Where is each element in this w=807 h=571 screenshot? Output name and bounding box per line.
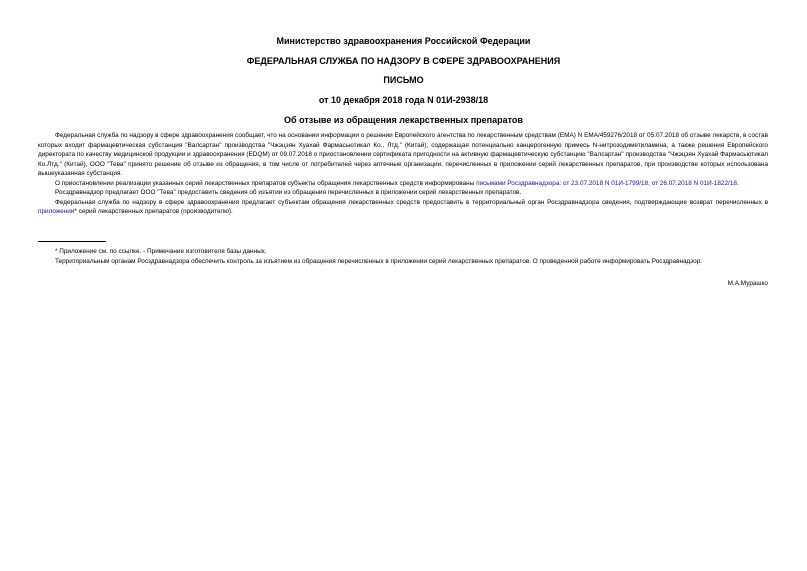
paragraph-2 [38, 179, 768, 189]
paragraph-3: Росздравнадзор предлагает ООО "Тева" предоставить сведения об изъятии из обращения перечисленных в приложении серий лекарственных препаратов. [55, 189, 522, 196]
document-body [38, 131, 768, 217]
paragraph-4-suffix: * серий лекарственных препаратов (производителю). [74, 208, 233, 215]
service-name: ФЕДЕРАЛЬНАЯ СЛУЖБА ПО НАДЗОРУ В СФЕРЕ ЗДРАВООХРАНЕНИЯ [246, 56, 561, 66]
appendix-link[interactable]: приложении [38, 208, 75, 215]
document-type: ПИСЬМО [383, 75, 424, 85]
paragraph-4 [38, 198, 768, 217]
footnote-note: * Приложение см. по ссылке. - Примечание изготовителя базы данных. [55, 248, 267, 255]
paragraph-5: Территориальным органам Росздравнадзора обеспечить контроль за изъятием из обращения перечисленных в приложении серий лекарственных препаратов. О проведенной работе информировать Росздравнадзор. [55, 257, 703, 265]
document-date-number: от 10 декабря 2018 года N 01И-2938/18 [318, 95, 489, 105]
letters-link[interactable]: письмами Росздравнадзора: от 23.07.2018 N 01И-1799/18, от 26.07.2018 N 01И-1822/18 [476, 179, 737, 187]
footnote-divider [38, 241, 106, 242]
paragraph-2-prefix: О приостановлении реализации указанных серий лекарственных препаратов субъекты обращения лекарственных средств информированы [55, 179, 477, 187]
paragraph-1: Федеральная служба по надзору в сфере здравоохранения сообщает, что на основании информации о решении Европейского агентства по лекарственным средствам (EMA) N EMA/459276/2018 от 05.07.2018 об отзыве лекарств, в состав которых входит фармацевтическая субстанция "Валсартан" производства "Чжэцзян Хуахай Фармасьютикал Ко., Лтд." (Китай), содержащая потенциально канцерогенную примесь N-нитрозодиметиламина, а также решения Европейского директората по качеству медицинской продукции и здравоохранения (EDQM) от 09.07.2018 о приостановлении сертификата пригодности на активную фармацевтическую субстанцию "Валсартан" производства "Чжэцзян Хуахай Фармасьютикал Ко.Лтд." (Китай), ООО "Тева" принято решение об отзыве из обращения, в том числе от потребителей через аптечные организации, перечисленных в приложении серий лекарственных препаратов, при производстве которых использована вышеуказанная субстанция. [38, 132, 768, 177]
footnote-section [38, 247, 768, 266]
document-subject: Об отзыве из обращения лекарственных препаратов [284, 115, 523, 125]
ministry-name: Министерство здравоохранения Российской Федерации [276, 36, 531, 46]
paragraph-4-prefix: Федеральная служба по надзору в сфере здравоохранения предлагает субъектам обращения лекарственных средств предоставить в территориальный орган Росздравнадзора сведения, подтверждающие возврат перечисленных в [55, 198, 768, 206]
paragraph-2-suffix: . [736, 179, 739, 187]
signature-name: М.А.Мурашко [727, 280, 768, 287]
